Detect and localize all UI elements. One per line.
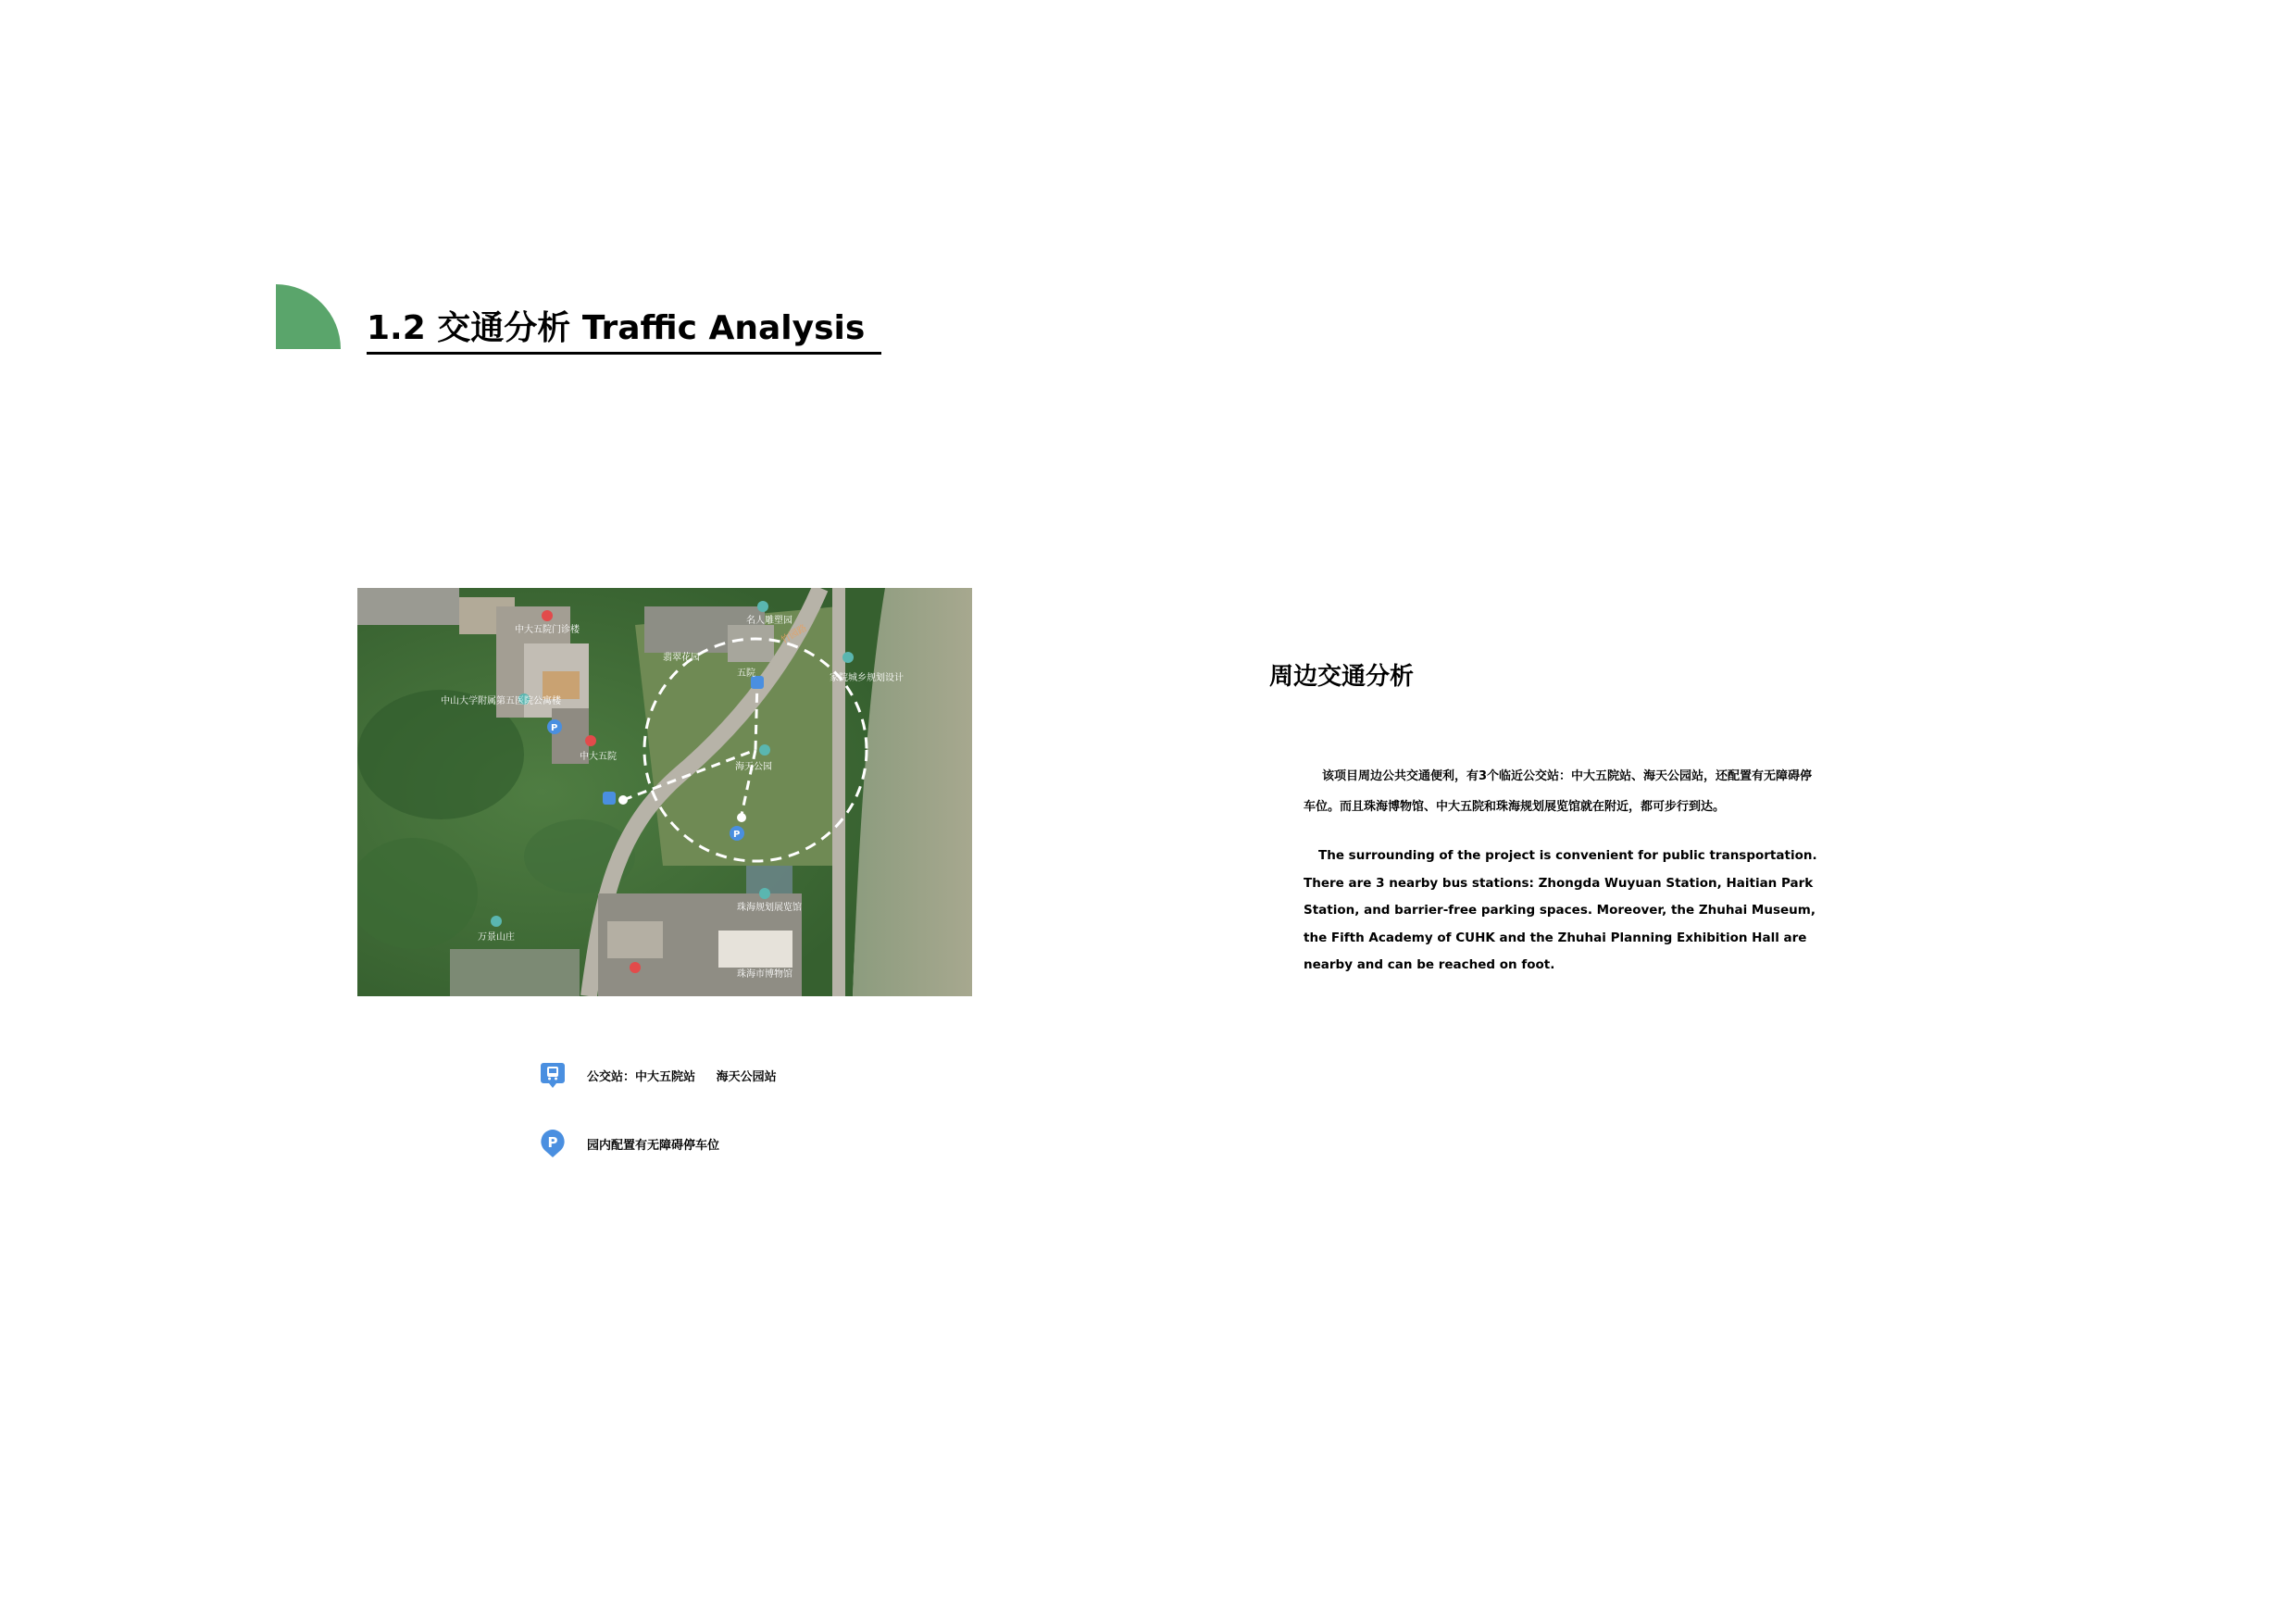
map-label: 中山大学附属第五医院公寓楼 [441,696,561,706]
svg-text:P: P [551,723,558,733]
paragraph-english-text: The surrounding of the project is convenient for public transportation. There are 3 nearby bus stations: Zhongda Wuyuan Station, Haitian Park Station, and barrier-free parking spaces. Moreover, the Zhuhai Museum, the Fifth Academy of CUHK and the Zhuhai Planning Exhibition Hall are nearby and can be reached on foot. [1304,848,1817,972]
legend-bus-label: 公交站：中大五院站 海天公园站 [587,1069,777,1084]
paragraph-chinese [1304,761,1822,822]
aerial-map [357,588,972,996]
map-label: 中大五院门诊楼 [515,625,580,635]
legend-bus [541,1061,777,1089]
bus-stop-marker [603,792,616,805]
map-label: 五院 [737,668,755,679]
map-label: 万景山庄 [478,932,515,943]
map-label: 竹园路 [780,623,809,646]
map-label: 珠海规划展览馆 [737,903,802,913]
page-title: 1.2 交通分析 Traffic Analysis [367,306,881,355]
map-label: 翡翠花园 [663,653,700,663]
map-label: 海天公园 [735,762,772,772]
svg-text:P: P [547,1134,558,1151]
svg-text:P: P [733,830,741,840]
map-label: 名人雕塑园 [746,616,792,626]
map-label: 中大五院 [580,752,617,762]
legend-parking-label: 园内配置有无障碍停车位 [587,1138,720,1153]
parking-marker [547,719,562,734]
map-canvas [357,588,972,996]
paragraph-english [1304,843,1822,980]
parking-marker [730,826,744,841]
paragraph-chinese-text: 该项目周边公共交通便利，有3个临近公交站：中大五院站、海天公园站，还配置有无障碍停车位。而且珠海博物馆、中大五院和珠海规划展览馆就在附近，都可步行到达。 [1304,769,1813,814]
map-label: 珠海市博物馆 [737,969,792,980]
section-heading: 周边交通分析 [1269,663,1415,691]
section-accent-shape [276,284,341,349]
legend-parking [541,1130,719,1157]
parking-icon [541,1130,565,1157]
bus-stop-icon [541,1061,565,1089]
map-label: 家院城乡规划设计 [830,673,904,683]
